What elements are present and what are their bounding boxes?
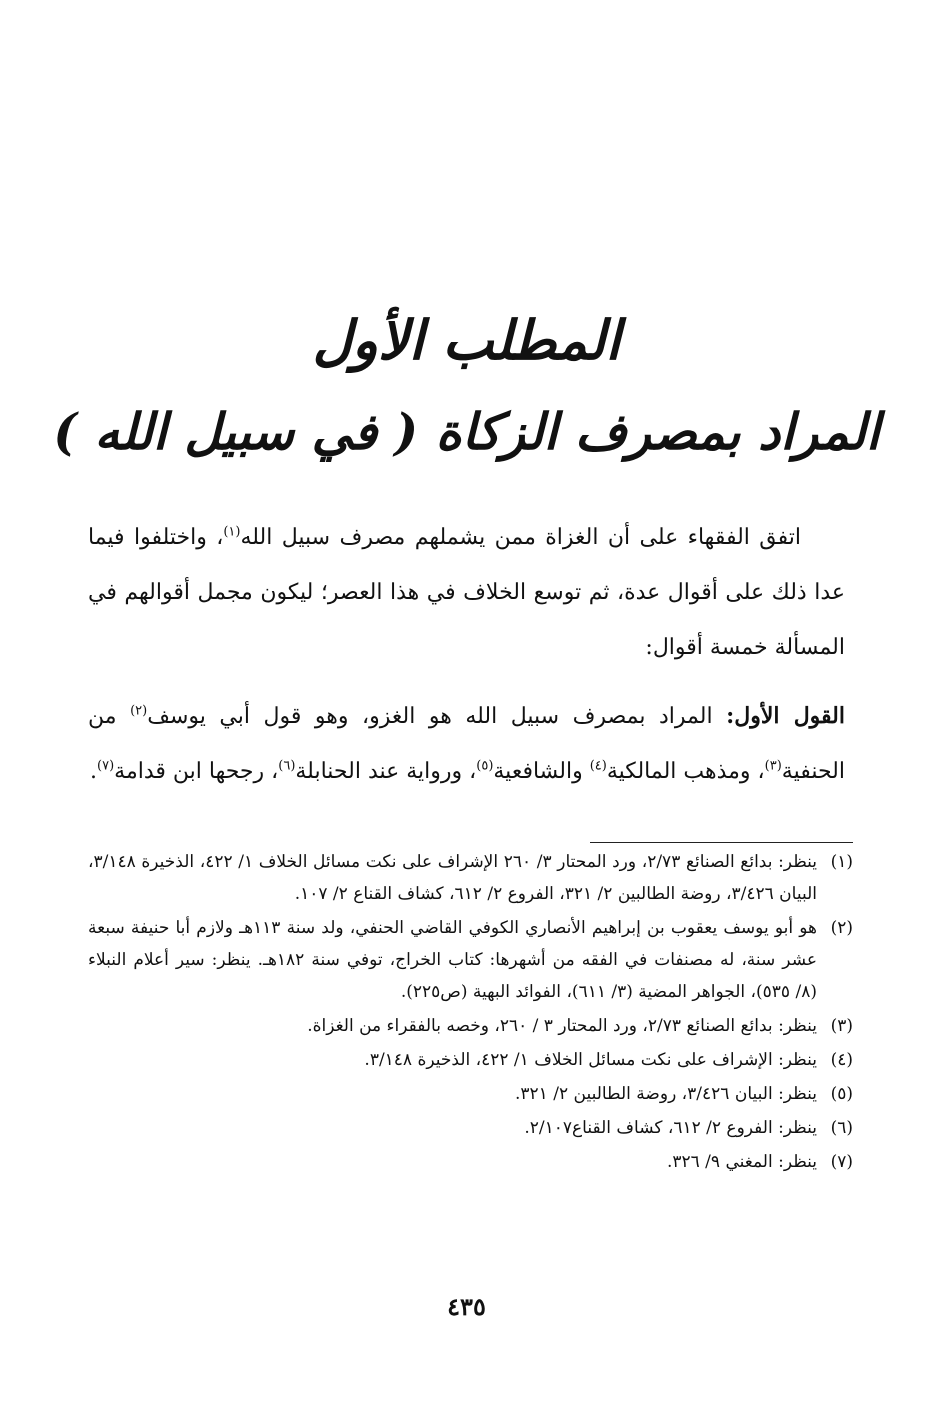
footnotes	[88, 846, 853, 1180]
footnote-item	[88, 1112, 853, 1144]
main-text	[88, 510, 845, 799]
footnote-text: ينظر: المغني ٩/ ٣٢٦.	[666, 1152, 817, 1172]
footnote-number: (٧)	[830, 1152, 853, 1172]
opinion-text-7: .	[90, 759, 98, 784]
footnote-text: هو أبو يوسف يعقوب بن إبراهيم الأنصاري الكوفي القاضي الحنفي، ولد سنة ١١٣هـ ولازم أبا حنيفة سبعة عشر سنة، له مصنفات في الفقه من أشهرها: كتاب الخراج، توفي سنة ١٨٢هـ. ينظر: سير أعلام النبلاء (٨/ ٥٣٥)، الجواهر المضية (٣/ ٦١١)، الفوائد البهية (ص٢٢٥).	[88, 918, 817, 1002]
footnote-ref-4: (٤)	[589, 758, 607, 774]
footnote-item	[88, 1078, 853, 1110]
opinion-text-5: ، ورواية عند الحنابلة	[295, 759, 477, 784]
opinion-text-3: ، ومذهب المالكية	[606, 759, 765, 784]
footnote-text: ينظر: البيان ٣/٤٢٦، روضة الطالبين ٢/ ٣٢١.	[515, 1084, 817, 1104]
first-opinion-lead: القول الأول:	[726, 703, 845, 729]
opinion-text-2: من الحنفية	[88, 704, 845, 784]
first-opinion-paragraph	[88, 689, 845, 799]
footnote-ref-1: (١)	[223, 524, 241, 540]
footnote-text: ينظر: الإشراف على نكت مسائل الخلاف ١/ ٤٢٢، الذخيرة ٣/١٤٨.	[364, 1050, 817, 1070]
footnote-ref-2: (٢)	[130, 703, 148, 719]
footnote-text: ينظر: الفروع ٢/ ٦١٢، كشاف القناع٢/١٠٧.	[524, 1118, 817, 1138]
opinion-text-1: المراد بمصرف سبيل الله هو الغزو، وهو قول أبي يوسف	[147, 704, 727, 729]
footnote-number: (٣)	[830, 1016, 853, 1036]
footnote-item	[88, 1044, 853, 1076]
opinion-text-6: ، رجحها ابن قدامة	[114, 759, 279, 784]
intro-text-1: اتفق الفقهاء على أن الغزاة ممن يشملهم مصرف سبيل الله	[240, 525, 801, 550]
footnote-ref-7: (٧)	[97, 758, 115, 774]
section-subtitle: المراد بمصرف الزكاة ( في سبيل الله )	[53, 402, 880, 461]
footnote-number: (٦)	[830, 1118, 853, 1138]
footnote-text: ينظر: بدائع الصنائع ٢/٧٣، ورد المحتار ٣/ ٢٦٠ الإشراف على نكت مسائل الخلاف ١/ ٤٢٢، الذخيرة ٣/١٤٨، البيان ٣/٤٢٦، روضة الطالبين ٢/ ٣٢١، الفروع ٢/ ٦١٢، كشاف القناع ٢/ ١٠٧.	[88, 852, 817, 904]
footnote-text: ينظر: بدائع الصنائع ٢/٧٣، ورد المحتار ٣ / ٢٦٠، وخصه بالفقراء من الغزاة.	[307, 1016, 817, 1036]
intro-text-2: ، واختلفوا فيما عدا ذلك على أقوال عدة، ثم توسع الخلاف في هذا العصر؛ ليكون مجمل أقوالهم في المسألة خمسة أقوال:	[88, 525, 845, 660]
section-title: المطلب الأول	[312, 308, 621, 372]
page-number: ٤٣٥	[447, 1292, 486, 1321]
footnote-number: (٤)	[830, 1050, 853, 1070]
footnote-number: (٥)	[830, 1084, 853, 1104]
footnote-ref-6: (٦)	[278, 758, 296, 774]
opinion-text-4: والشافعية	[493, 759, 590, 784]
heading-block	[0, 300, 933, 472]
footnote-number: (٢)	[830, 918, 853, 938]
footnote-ref-5: (٥)	[476, 758, 494, 774]
footnote-item	[88, 846, 853, 910]
footnote-ref-3: (٣)	[764, 758, 782, 774]
footnote-divider	[590, 842, 853, 843]
footnote-item	[88, 912, 853, 1008]
footnote-number: (١)	[830, 852, 853, 872]
intro-paragraph	[88, 510, 845, 675]
footnote-item	[88, 1146, 853, 1178]
footnote-item	[88, 1010, 853, 1042]
